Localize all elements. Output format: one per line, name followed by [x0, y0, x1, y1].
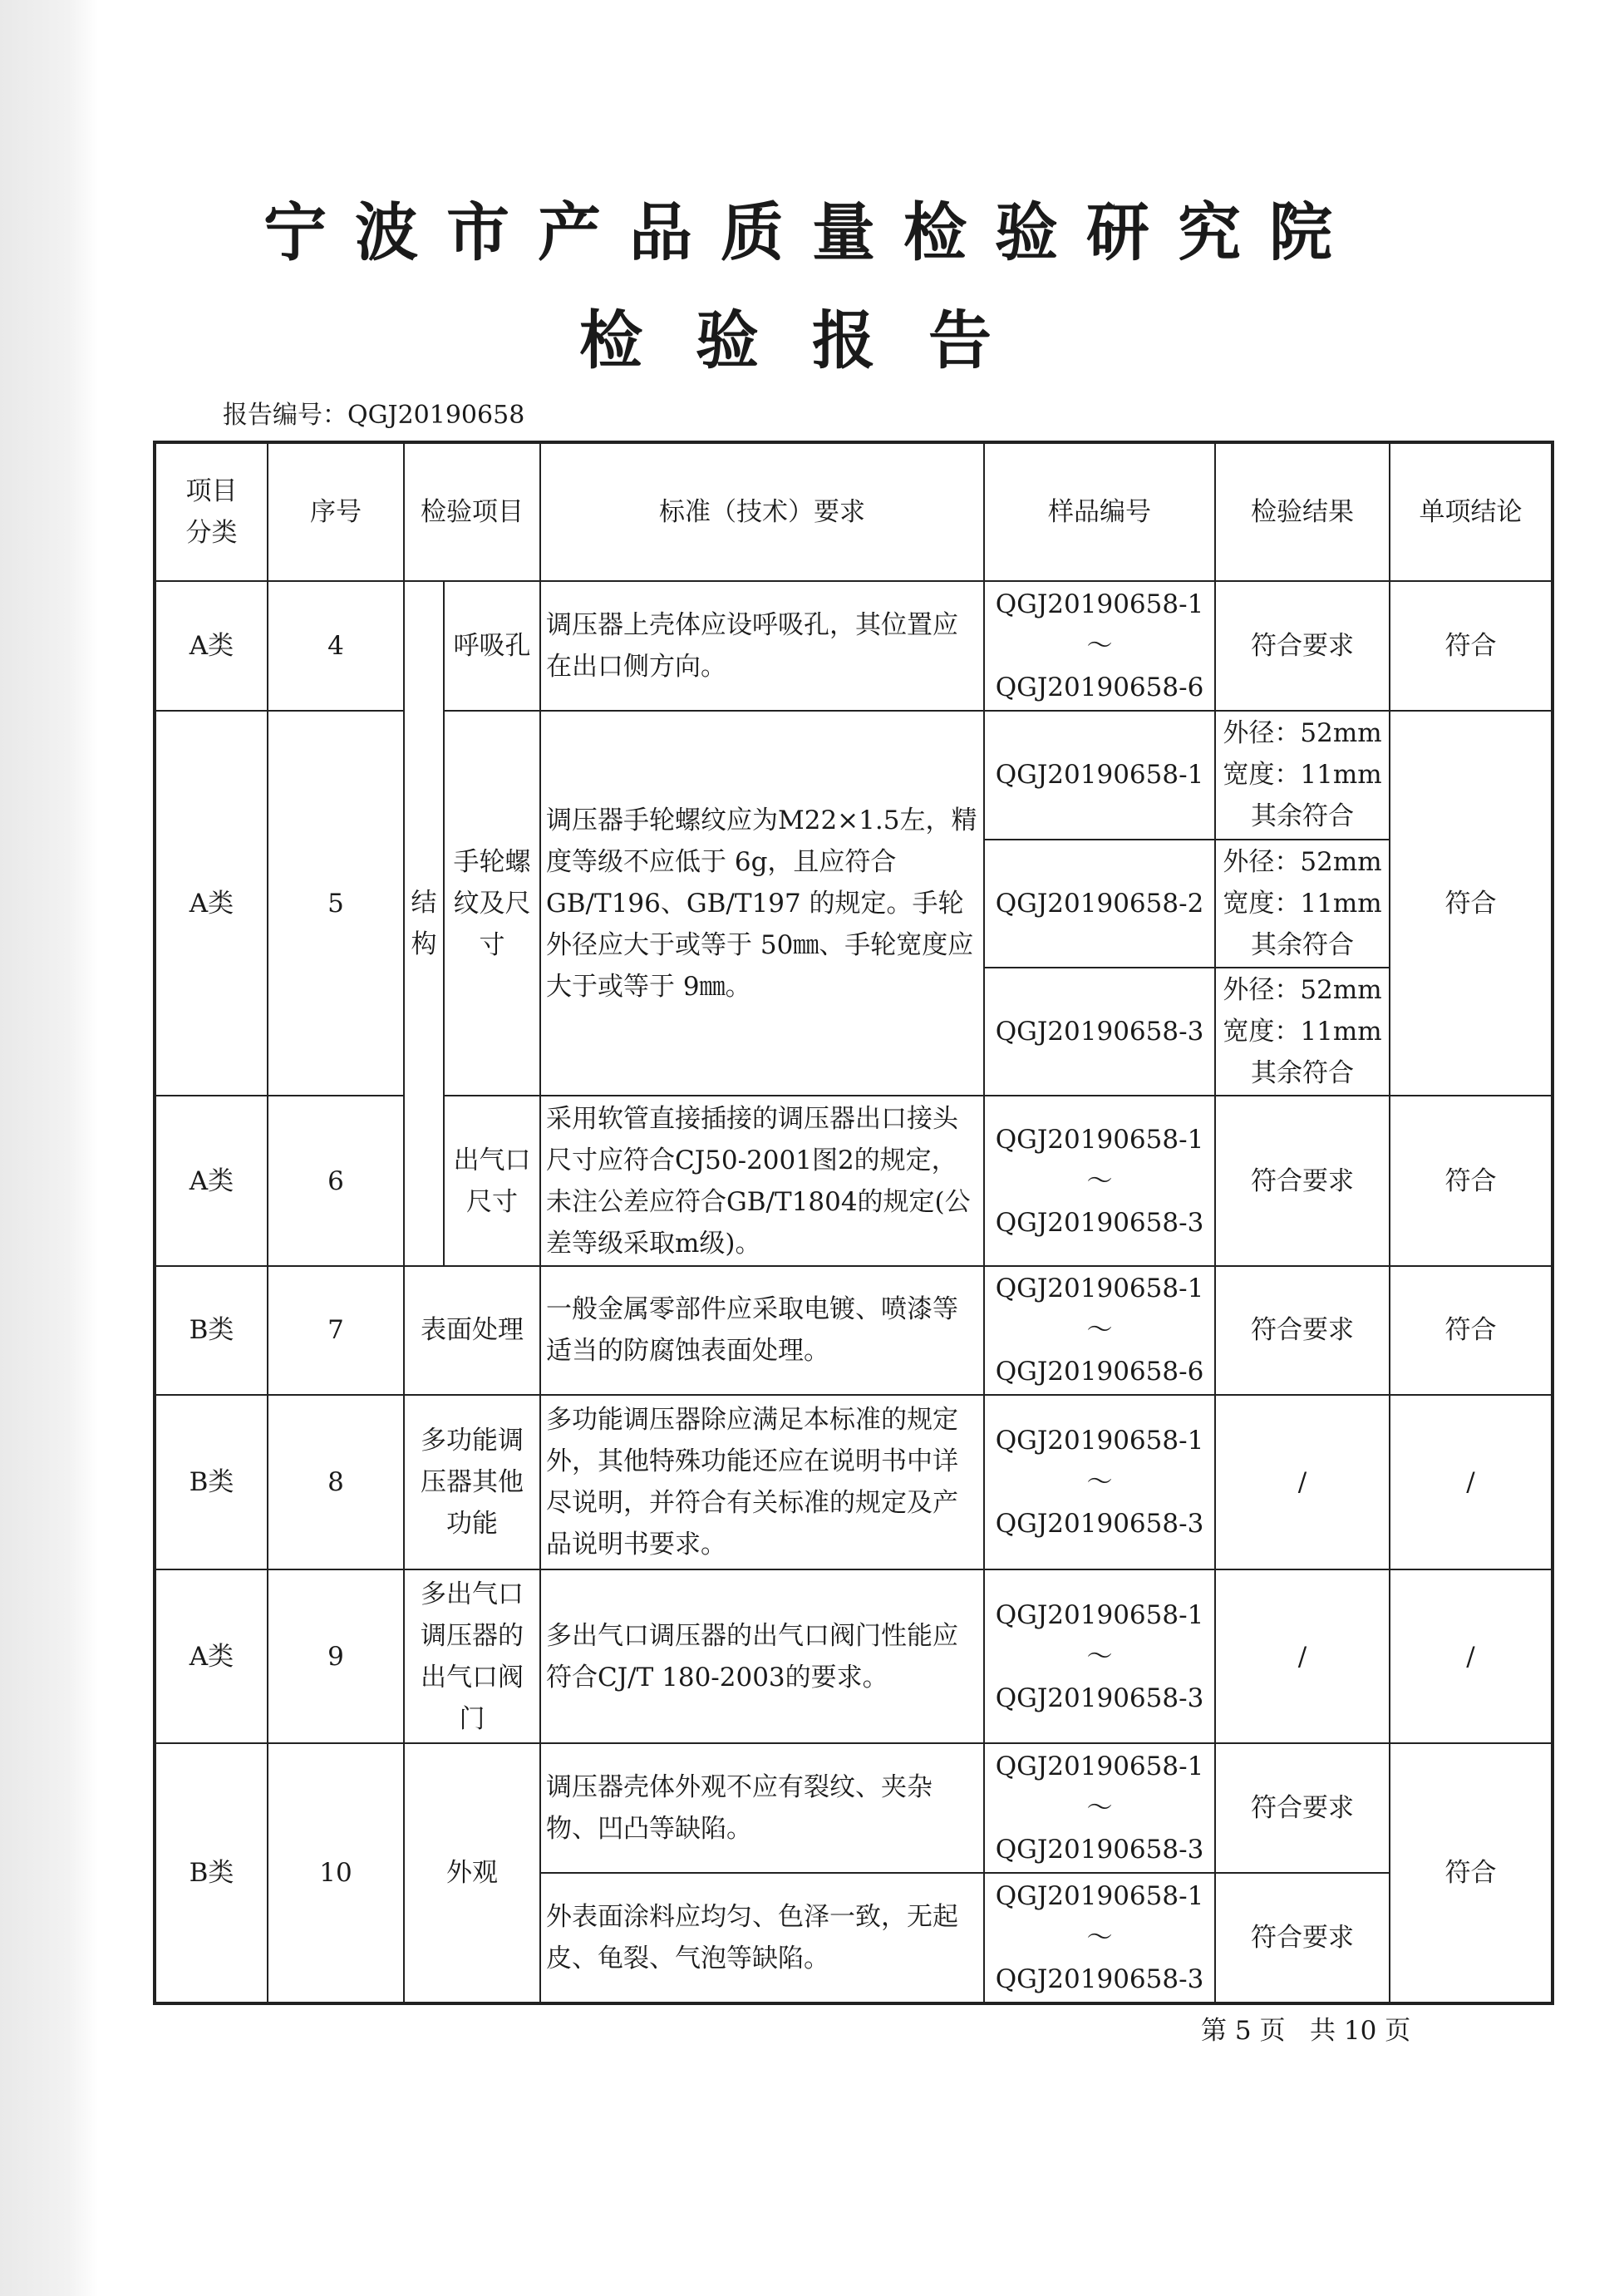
row-seq: 7 [268, 1266, 404, 1394]
row-conclusion: / [1390, 1569, 1553, 1743]
table-row [155, 711, 1553, 839]
row-item: 手轮螺纹及尺寸 [444, 711, 540, 1096]
row-category: B类 [155, 1266, 268, 1394]
header-conclusion: 单项结论 [1390, 442, 1553, 581]
row-requirement: 一般金属零部件应采取电镀、喷漆等适当的防腐蚀表面处理。 [540, 1266, 984, 1394]
row-seq: 9 [268, 1569, 404, 1743]
total-pages: 10 [1343, 2016, 1377, 2046]
row-requirement: 多功能调压器除应满足本标准的规定外，其他特殊功能还应在说明书中详尽说明，并符合有关标准的规定及产品说明书要求。 [540, 1395, 984, 1570]
row-requirement: 多出气口调压器的出气口阀门性能应符合CJ/T 180-2003的要求。 [540, 1569, 984, 1743]
row-seq: 4 [268, 581, 404, 712]
row-requirement: 调压器上壳体应设呼吸孔，其位置应在出口侧方向。 [540, 581, 984, 712]
page-prefix: 第 [1201, 2016, 1227, 2046]
row-requirement: 调压器手轮螺纹应为M22×1.5左，精度等级不应低于 6g，且应符合GB/T196、GB/T197 的规定。手轮外径应大于或等于 50㎜、手轮宽度应大于或等于 9㎜。 [540, 711, 984, 1096]
row-item: 表面处理 [404, 1266, 540, 1394]
row-result: 符合要求 [1215, 1743, 1390, 1874]
row-category: B类 [155, 1395, 268, 1570]
row-result: 外径：52mm 宽度：11mm 其余符合 [1215, 840, 1390, 968]
row-sample: QGJ20190658-1 ～ QGJ20190658-3 [984, 1569, 1215, 1743]
row-conclusion: 符合 [1390, 581, 1553, 712]
row-requirement: 外表面涂料应均匀、色泽一致，无起皮、龟裂、气泡等缺陷。 [540, 1873, 984, 2003]
row-sample: QGJ20190658-1 [984, 711, 1215, 839]
report-number-value: QGJ20190658 [347, 401, 525, 430]
row-requirement: 采用软管直接插接的调压器出口接头尺寸应符合CJ50-2001图2的规定，未注公差应符合GB/T1804的规定(公差等级采取m级)。 [540, 1096, 984, 1266]
row-category: A类 [155, 711, 268, 1096]
row-sample: QGJ20190658-1 ～ QGJ20190658-3 [984, 1096, 1215, 1266]
table-row [155, 1266, 1553, 1394]
row-result: / [1215, 1395, 1390, 1570]
group-label: 结构 [404, 581, 444, 1267]
row-sample: QGJ20190658-1 ～ QGJ20190658-6 [984, 581, 1215, 712]
row-seq: 5 [268, 711, 404, 1096]
row-sample: QGJ20190658-1 ～ QGJ20190658-3 [984, 1743, 1215, 1874]
table-row [155, 1569, 1553, 1743]
row-item: 外观 [404, 1743, 540, 2003]
row-conclusion: 符合 [1390, 711, 1553, 1096]
row-sample: QGJ20190658-1 ～ QGJ20190658-6 [984, 1266, 1215, 1394]
row-item: 出气口尺寸 [444, 1096, 540, 1266]
table-row [155, 1395, 1553, 1570]
row-result: 外径：52mm 宽度：11mm 其余符合 [1215, 711, 1390, 839]
row-sample: QGJ20190658-2 [984, 840, 1215, 968]
row-seq: 10 [268, 1743, 404, 2003]
header-sample: 样品编号 [984, 442, 1215, 581]
row-seq: 8 [268, 1395, 404, 1570]
table-row [155, 581, 1553, 712]
row-result: 符合要求 [1215, 1096, 1390, 1266]
row-conclusion: / [1390, 1395, 1553, 1570]
row-item: 多出气口调压器的出气口阀门 [404, 1569, 540, 1743]
row-result: 符合要求 [1215, 581, 1390, 712]
table-row [155, 1743, 1553, 1874]
row-category: B类 [155, 1743, 268, 2003]
header-seq: 序号 [268, 442, 404, 581]
table-row [155, 1096, 1553, 1266]
row-result: / [1215, 1569, 1390, 1743]
report-number-label: 报告编号： [223, 401, 347, 430]
total-unit: 页 [1385, 2016, 1411, 2046]
row-category: A类 [155, 1569, 268, 1743]
row-conclusion: 符合 [1390, 1266, 1553, 1394]
table-header-row [155, 442, 1553, 581]
row-conclusion: 符合 [1390, 1096, 1553, 1266]
row-item: 呼吸孔 [444, 581, 540, 712]
total-prefix: 共 [1310, 2016, 1336, 2046]
row-category: A类 [155, 581, 268, 712]
row-item: 多功能调压器其他功能 [404, 1395, 540, 1570]
report-number [223, 399, 524, 432]
row-category: A类 [155, 1096, 268, 1266]
header-category: 项目分类 [155, 442, 268, 581]
row-result: 符合要求 [1215, 1266, 1390, 1394]
page-unit: 页 [1259, 2016, 1286, 2046]
row-seq: 6 [268, 1096, 404, 1266]
row-sample: QGJ20190658-1 ～ QGJ20190658-3 [984, 1395, 1215, 1570]
row-requirement: 调压器壳体外观不应有裂纹、夹杂物、凹凸等缺陷。 [540, 1743, 984, 1874]
page-number: 5 [1234, 2016, 1252, 2046]
institute-title: 宁波市产品质量检验研究院 [263, 195, 1361, 269]
row-sample: QGJ20190658-1 ～ QGJ20190658-3 [984, 1873, 1215, 2003]
inspection-table [153, 441, 1554, 2005]
page-footer [1201, 2014, 1410, 2047]
row-sample: QGJ20190658-3 [984, 968, 1215, 1096]
row-result: 外径：52mm 宽度：11mm 其余符合 [1215, 968, 1390, 1096]
header-result: 检验结果 [1215, 442, 1390, 581]
row-conclusion: 符合 [1390, 1743, 1553, 2003]
row-result: 符合要求 [1215, 1873, 1390, 2003]
header-requirement: 标准（技术）要求 [540, 442, 984, 581]
report-title: 检验报告 [579, 303, 1045, 377]
header-item: 检验项目 [404, 442, 540, 581]
